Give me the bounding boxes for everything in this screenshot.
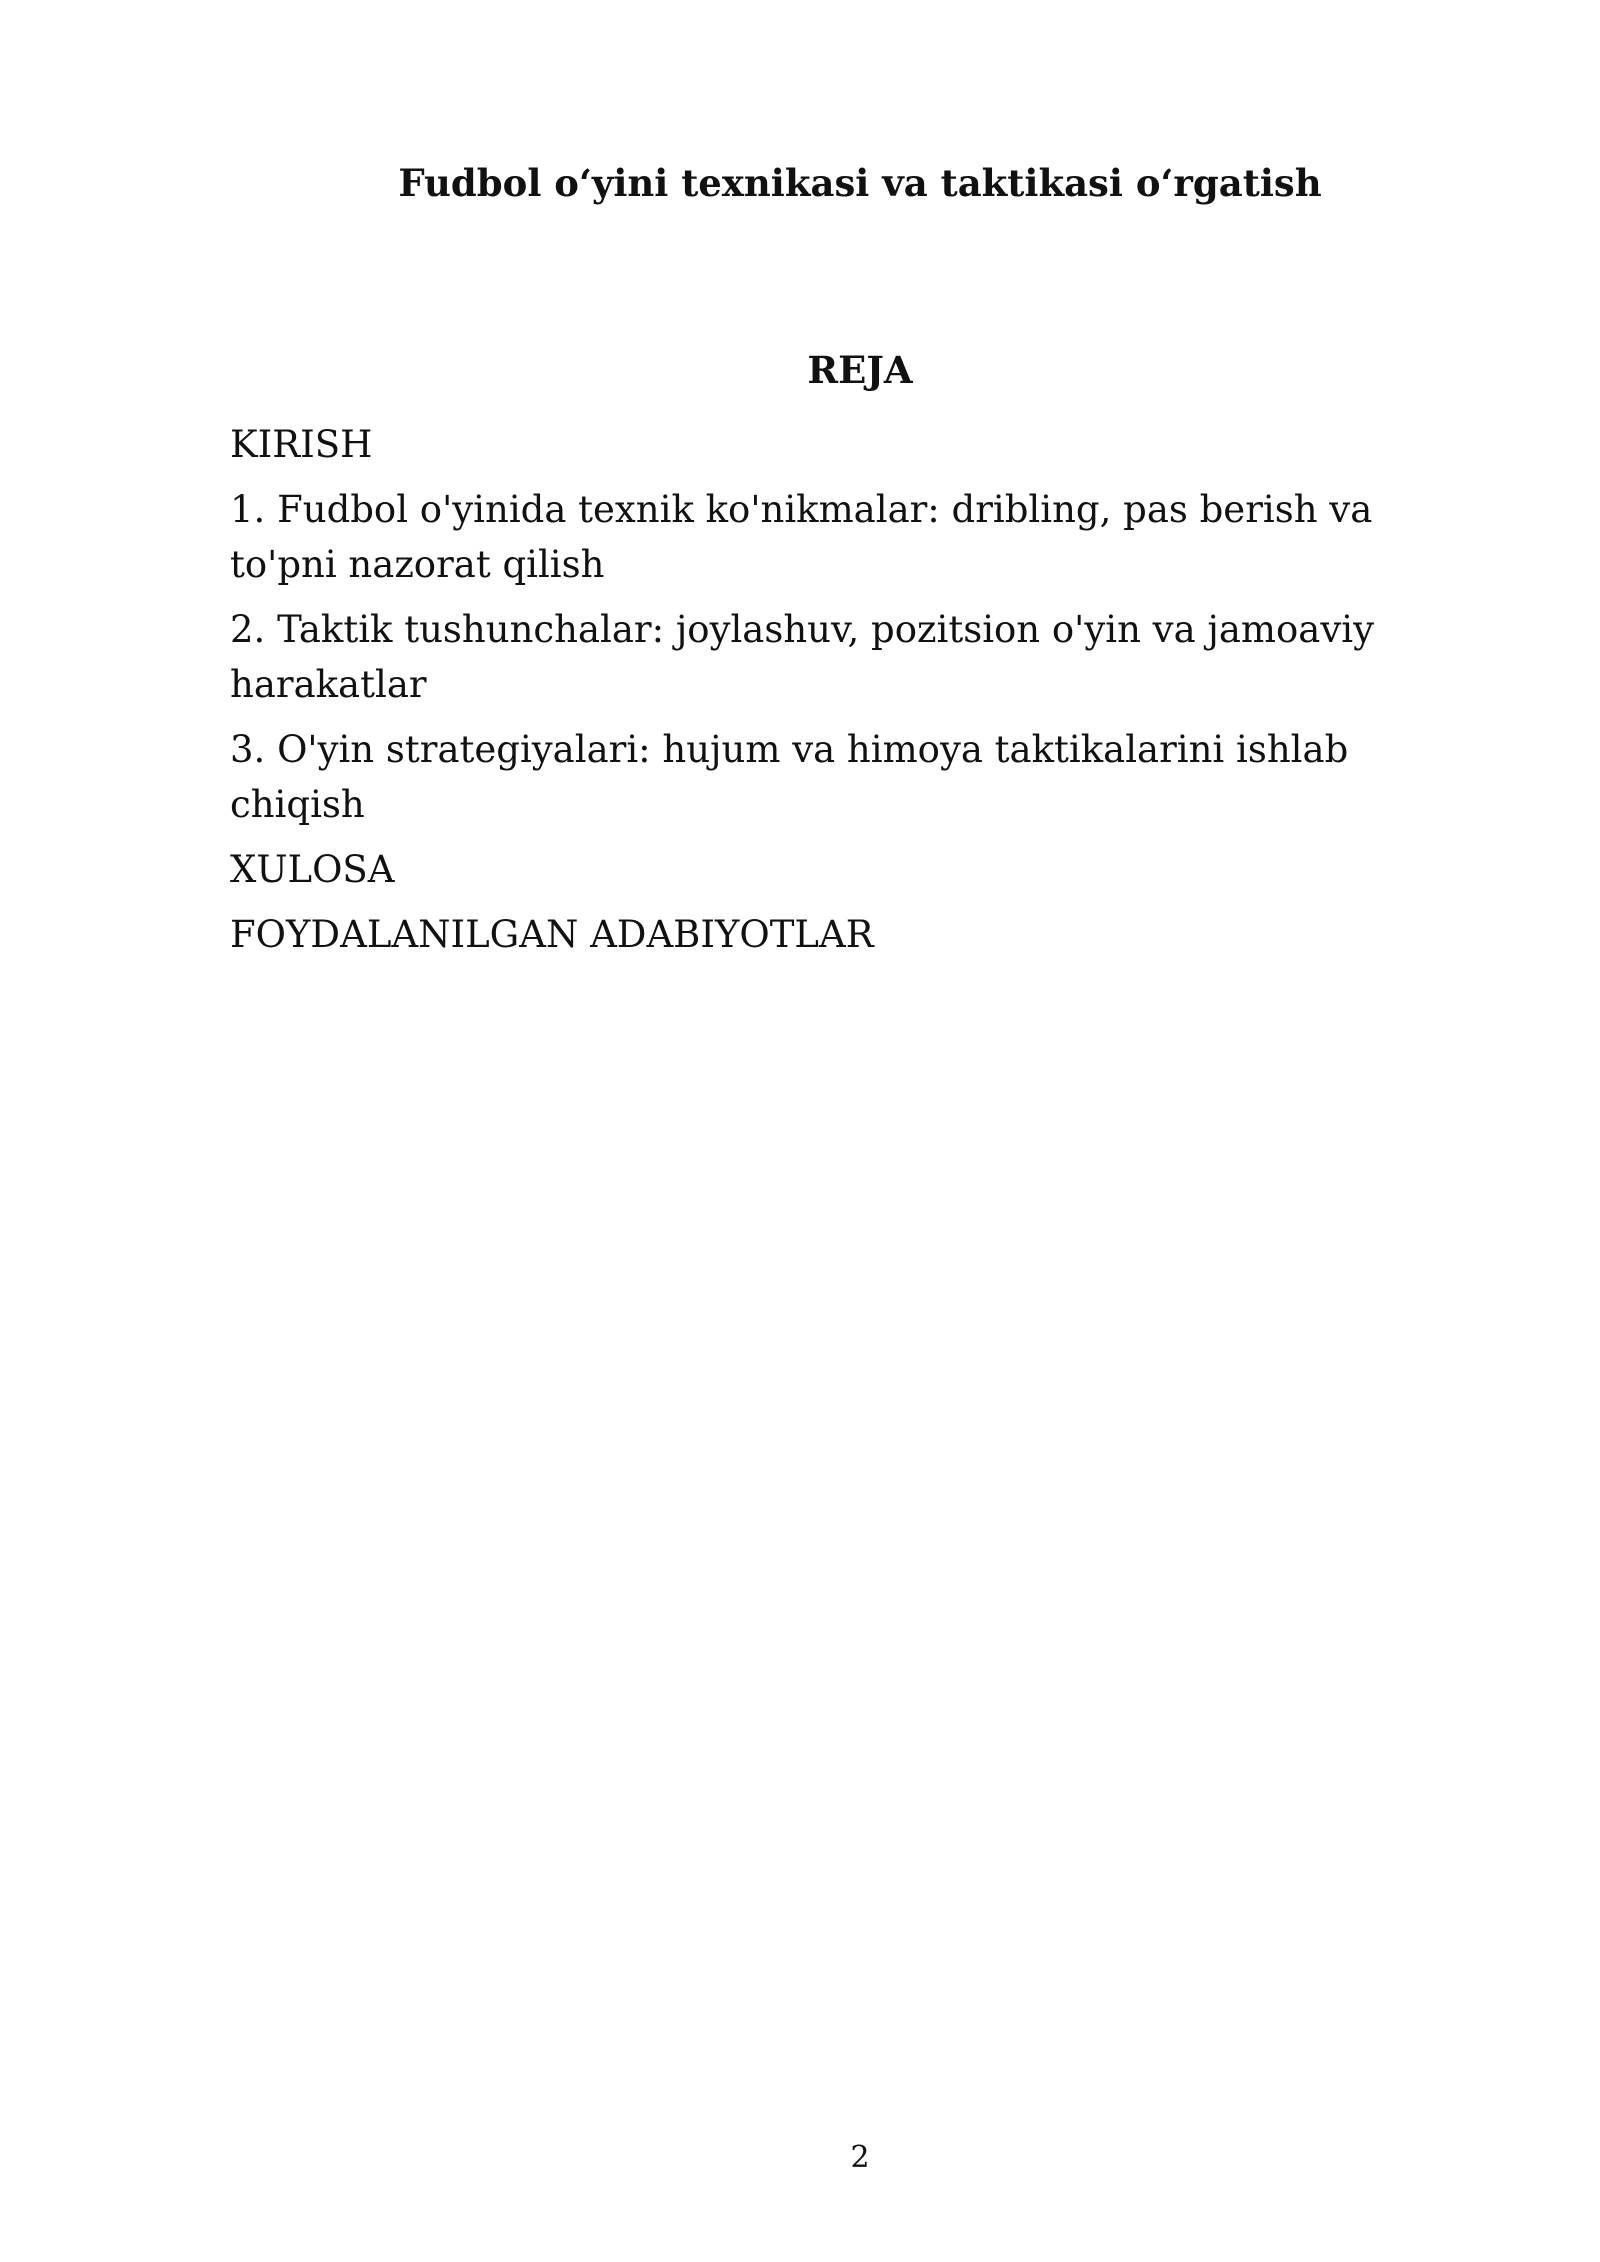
plan-list	[230, 417, 1430, 972]
plan-item-tactical-concepts: 2. Taktik tushunchalar: joylashuv, pozitsion o'yin va jamoaviy harakatlar	[230, 608, 1374, 706]
plan-item-technical-skills: 1. Fudbol o'yinida texnik ko'nikmalar: dribling, pas berish va to'pni nazorat qilish	[230, 488, 1373, 586]
plan-item-conclusion: XULOSA	[230, 848, 395, 891]
plan-heading: REJA	[807, 348, 913, 392]
plan-item-introduction: KIRISH	[230, 423, 373, 466]
plan-item-game-strategies: 3. O'yin strategiyalari: hujum va himoya taktikalarini ishlab chiqish	[230, 728, 1349, 826]
plan-item-references: FOYDALANILGAN ADABIYOTLAR	[230, 913, 874, 956]
document-title: Fudbol o‘yini texnikasi va taktikasi o‘rgatish	[398, 161, 1322, 205]
page-number: 2	[850, 2140, 870, 2175]
